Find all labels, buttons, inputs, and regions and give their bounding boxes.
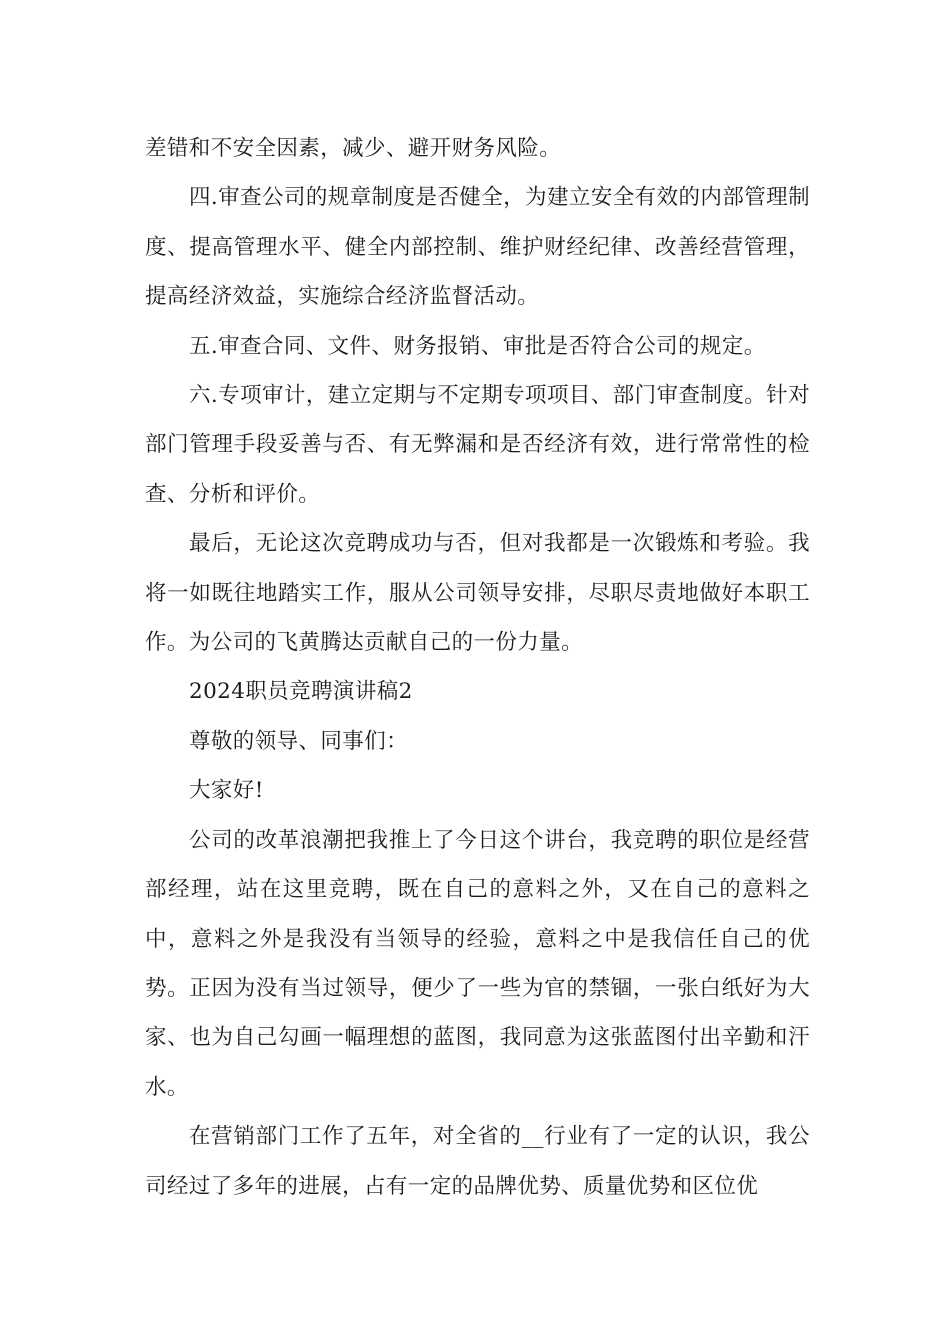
paragraph-5: 最后，无论这次竞聘成功与否，但对我都是一次锻炼和考验。我将一如既往地踏实工作，服从公司领导安排，尽职尽责地做好本职工作。为公司的飞黄腾达贡献自己的一份力量。: [145, 531, 810, 656]
section-title: 2024职员竞聘演讲稿2: [189, 679, 413, 705]
paragraph-10: 在营销部门工作了五年，对全省的__行业有了一定的认识，我公司经过了多年的进展，占有一定的品牌优势、质量优势和区位优: [145, 1124, 810, 1199]
paragraph-2: 四.审查公司的规章制度是否健全，为建立安全有效的内部管理制度、提高管理水平、健全内部控制、维护财经纪律、改善经营管理，提高经济效益，实施综合经济监督活动。: [145, 185, 810, 310]
paragraph-9: 公司的改革浪潮把我推上了今日这个讲台，我竞聘的职位是经营部经理，站在这里竞聘，既在自己的意料之外，又在自己的意料之中，意料之外是我没有当领导的经验，意料之中是我信任自己的优势。正因为没有当过领导，便少了一些为官的禁锢，一张白纸好为大家、也为自己勾画一幅理想的蓝图，我同意为这张蓝图付出辛勤和汗水。: [145, 827, 810, 1100]
paragraph-4: 六.专项审计，建立定期与不定期专项项目、部门审查制度。针对部门管理手段妥善与否、有无弊漏和是否经济有效，进行常常性的检查、分析和评价。: [145, 383, 810, 507]
greeting: 大家好!: [189, 778, 264, 804]
paragraph-3: 五.审查合同、文件、财务报销、审批是否符合公司的规定。: [189, 333, 766, 359]
paragraph-1: 差错和不安全因素，减少、避开财务风险。: [145, 136, 562, 161]
salutation: 尊敬的领导、同事们：: [189, 728, 409, 754]
document-body: [145, 124, 810, 1211]
